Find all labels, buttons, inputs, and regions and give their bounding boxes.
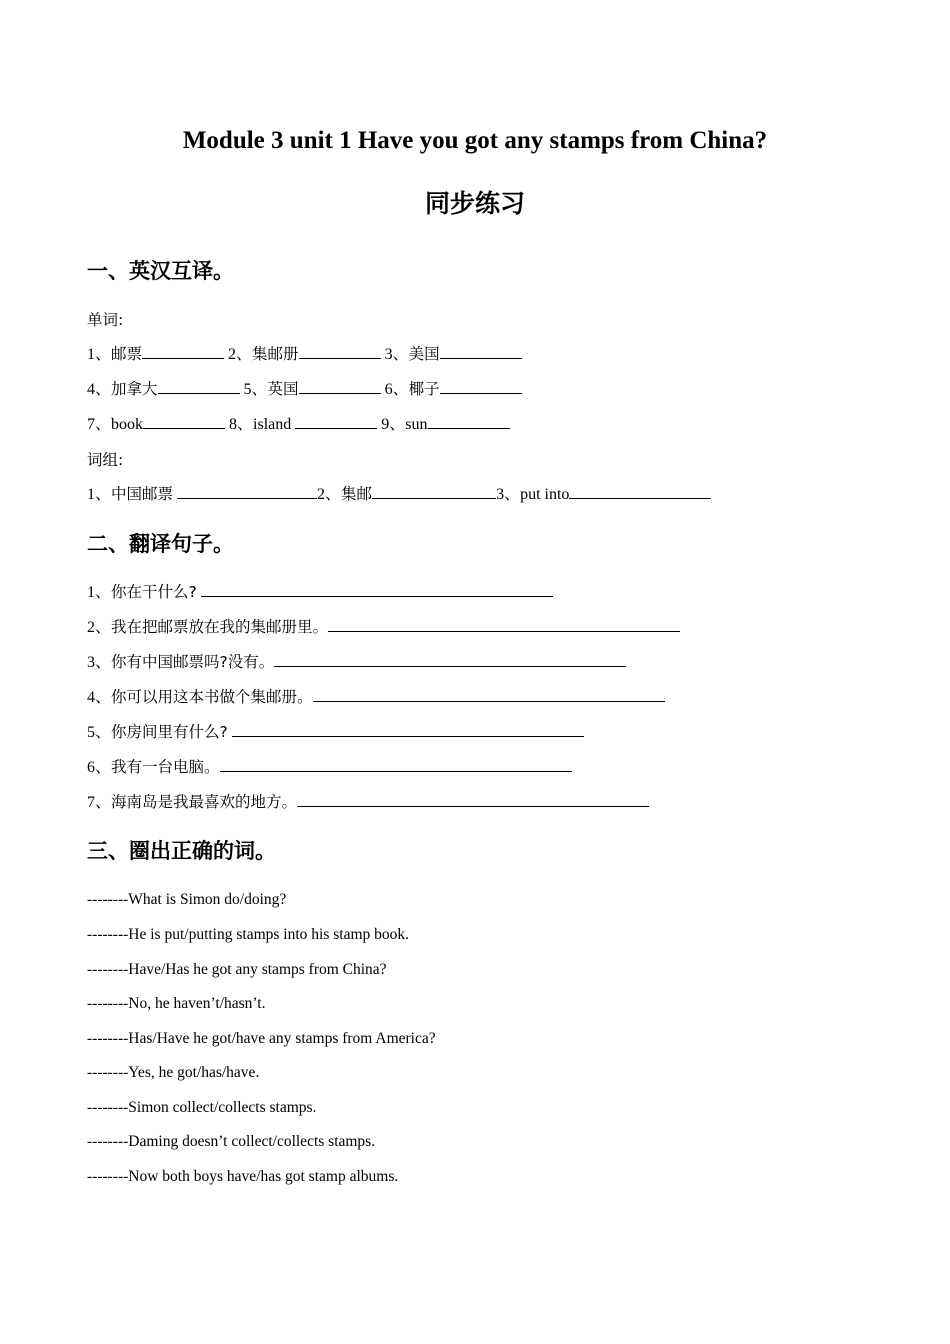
word-item: 邮票 xyxy=(111,345,143,363)
dialogue-line: --------Simon collect/collects stamps. xyxy=(87,1099,317,1116)
answer-blank[interactable] xyxy=(313,686,665,702)
dialogue-line: --------Have/Has he got any stamps from China? xyxy=(87,961,387,978)
words-row-2: 4、加拿大 5、英国 6、椰子 xyxy=(87,378,522,401)
phrases-row: 1、中国邮票 2、集邮 3、put into xyxy=(87,483,711,506)
word-item: 美国 xyxy=(408,345,440,363)
sentence-item: 3、你有中国邮票吗?没有。 xyxy=(87,651,626,674)
answer-blank[interactable] xyxy=(372,483,496,499)
phrase-item: 集邮 xyxy=(341,485,373,503)
dialogue-line: --------Daming doesn’t collect/collects stamps. xyxy=(87,1133,376,1150)
answer-blank[interactable] xyxy=(177,483,317,499)
sentence-item: 5、你房间里有什么? xyxy=(87,721,584,744)
word-item: book xyxy=(111,416,144,433)
sentence-item: 7、海南岛是我最喜欢的地方。 xyxy=(87,791,649,814)
answer-blank[interactable] xyxy=(297,791,649,807)
answer-blank[interactable] xyxy=(299,343,381,359)
dialogue-line: --------He is put/putting stamps into his stamp book. xyxy=(87,926,410,943)
sentence-item: 2、我在把邮票放在我的集邮册里。 xyxy=(87,616,680,639)
answer-blank[interactable] xyxy=(299,378,381,394)
answer-blank[interactable] xyxy=(295,413,377,429)
page-subtitle: 同步练习 xyxy=(424,189,525,218)
section1-heading: 一、英汉互译。 xyxy=(87,259,234,283)
sentence-item: 6、我有一台电脑。 xyxy=(87,756,572,779)
page-title: Module 3 unit 1 Have you got any stamps from China? xyxy=(182,127,768,154)
words-row-1: 1、邮票 2、集邮册 3、美国 xyxy=(87,343,522,366)
word-item: sun xyxy=(405,416,428,433)
dialogue-line: --------No, he haven’t/hasn’t. xyxy=(87,995,266,1012)
answer-blank[interactable] xyxy=(143,413,225,429)
word-item: 椰子 xyxy=(408,380,440,398)
phrase-item: put into xyxy=(520,486,570,503)
dialogue-line: --------Has/Have he got/have any stamps from America? xyxy=(87,1030,436,1047)
answer-blank[interactable] xyxy=(428,413,510,429)
words-label: 单词: xyxy=(87,311,124,329)
section3-heading: 三、圈出正确的词。 xyxy=(87,839,276,863)
sentence-item: 4、你可以用这本书做个集邮册。 xyxy=(87,686,665,709)
section2-heading: 二、翻译句子。 xyxy=(87,532,234,556)
word-item: 加拿大 xyxy=(111,380,158,398)
dialogue-line: --------What is Simon do/doing? xyxy=(87,891,287,908)
answer-blank[interactable] xyxy=(220,756,572,772)
answer-blank[interactable] xyxy=(158,378,240,394)
dialogue-line: --------Now both boys have/has got stamp albums. xyxy=(87,1168,399,1185)
answer-blank[interactable] xyxy=(440,378,522,394)
answer-blank[interactable] xyxy=(328,616,680,632)
sentence-item: 1、你在干什么? xyxy=(87,581,553,604)
phrases-label: 词组: xyxy=(87,451,124,469)
word-item: island xyxy=(253,416,292,433)
answer-blank[interactable] xyxy=(232,721,584,737)
answer-blank[interactable] xyxy=(142,343,224,359)
word-item: 英国 xyxy=(267,380,299,398)
answer-blank[interactable] xyxy=(569,483,711,499)
answer-blank[interactable] xyxy=(274,651,626,667)
words-row-3: 7、book 8、island 9、sun xyxy=(87,413,510,436)
answer-blank[interactable] xyxy=(201,581,553,597)
word-item: 集邮册 xyxy=(252,345,299,363)
phrase-item: 中国邮票 xyxy=(111,485,174,503)
dialogue-line: --------Yes, he got/has/have. xyxy=(87,1064,260,1081)
answer-blank[interactable] xyxy=(440,343,522,359)
